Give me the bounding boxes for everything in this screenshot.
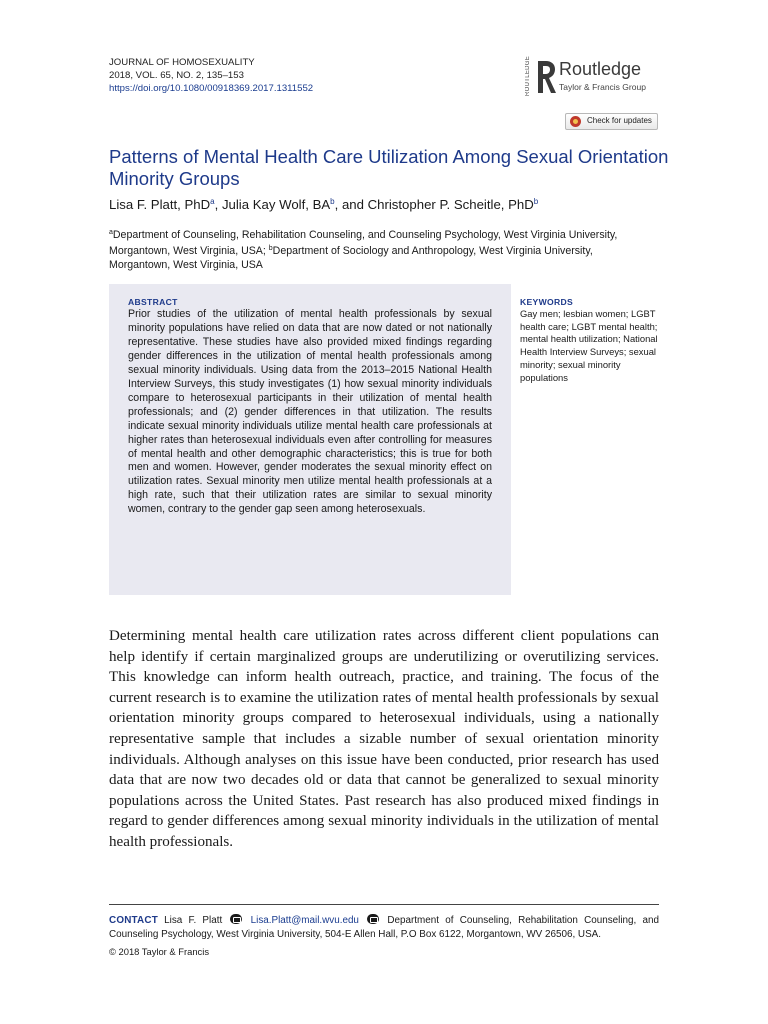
author-affiliation-mark[interactable]: b	[330, 197, 335, 206]
check-for-updates-label: Check for updates	[587, 116, 652, 125]
journal-name: JOURNAL OF HOMOSEXUALITY	[109, 57, 255, 68]
affiliation-mark: a	[109, 229, 113, 236]
publisher-vertical-label: ROUTLEDGE	[525, 55, 531, 96]
author-list: Lisa F. Platt, PhD$^a$, Julia Kay Wolf, $BA^b$, and Christopher P. Scheitle, PhD$^b$	[109, 197, 539, 212]
author-name: Christopher P. Scheitle, PhD	[367, 197, 534, 212]
body-paragraph: Determining mental health care utilization rates across different client populations can help identify if certain marginalized groups are underutilizing or overutilizing services. This knowledge can inform health outreach, practice, and training. The focus of the current research is to examine the utilization rates of mental health professionals by sexual orientation minority groups compared to heterosexual individuals, using a nationally representative sample that includes a sizable number of sexual orientation minority individuals. Although analyses on this issue have been conducted, prior research has used data that are now two decades old or data that cannot be generalized to sexual minority populations across the United States. Past research has also produced mixed findings in regard to gender differences among sexual minority individuals in the utilization of mental health professionals.	[109, 628, 659, 850]
crossmark-icon	[570, 116, 581, 127]
article-title: Patterns of Mental Health Care Utilization Among Sexual Orientation Minority Groups	[109, 146, 669, 189]
routledge-r-icon	[535, 59, 557, 95]
address-icon	[367, 914, 379, 924]
abstract-heading: ABSTRACT	[128, 297, 178, 307]
contact-name: Lisa F. Platt	[164, 915, 223, 926]
abstract-box	[109, 284, 511, 595]
author-affiliation-mark[interactable]: a	[210, 197, 215, 206]
copyright: © 2018 Taylor & Francis	[109, 946, 210, 957]
keywords-text: Gay men; lesbian women; LGBT health care; LGBT mental health; mental health utilization; National Health Interview Surveys; sexual minority; sexual minority populations	[520, 308, 658, 383]
contact-email-link[interactable]: Lisa.Platt@mail.wvu.edu	[250, 915, 359, 926]
keywords-heading: KEYWORDS	[520, 297, 574, 307]
abstract-text: Prior studies of the utilization of mental health professionals by sexual minority populations have relied on data that are now dated or not nationally representative. These studies have also provided mixed findings regarding gender differences in the utilization of mental health professionals among sexual minority individuals. Using data from the 2013–2015 National Health Interview Surveys, this study investigates (1) how sexual minority individuals compare to heterosexual participants in their utilization of mental health professionals; and (2) gender differences in that utilization. The results indicate sexual minority individuals utilize mental health care professionals at higher rates than heterosexual individuals even after controlling for measures of mental health and other demographic characteristics; this is true for both men and women. However, gender moderates the sexual minority effect on utilization rates. Sexual minority men utilize mental health professionals at a high rate, such that their utilization rates are similar to sexual minority women, contrary to the gender gap seen among heterosexuals.	[128, 308, 492, 516]
author-name: Julia Kay Wolf, BA	[221, 197, 331, 212]
publisher-logo[interactable]	[525, 55, 665, 98]
contact-address: Department of Counseling, Rehabilitation Counseling, and Counseling Psychology, West Virginia University, 504-E Allen Hall, P.O Box 6122, Morgantown, WV 26506, USA.	[109, 915, 659, 941]
doi-link[interactable]: https://doi.org/10.1080/00918369.2017.1311552	[109, 83, 314, 94]
author-name: Lisa F. Platt, PhD	[109, 197, 211, 212]
affiliation-text: Department of Counseling, Rehabilitation Counseling, and Counseling Psychology, West Virginia University, Morgantown, West Virginia, USA;	[109, 229, 618, 257]
publisher-name: Routledge	[559, 59, 642, 79]
contact-footnote	[109, 914, 659, 943]
check-for-updates-button[interactable]	[565, 113, 658, 130]
affiliation-mark: b	[268, 245, 273, 252]
keywords-section	[520, 297, 660, 384]
contact-label: CONTACT	[109, 915, 158, 926]
journal-header	[109, 56, 313, 95]
affiliation-text: Department of Sociology and Anthropology, West Virginia University, Morgantown, West Virginia, USA	[109, 245, 593, 271]
author-affiliation-mark[interactable]: b	[533, 197, 539, 206]
affiliations	[109, 226, 649, 272]
publisher-subtitle: Taylor & Francis Group	[559, 82, 646, 92]
volume-info: 2018, VOL. 65, NO. 2, 135–153	[109, 70, 244, 81]
email-icon	[230, 914, 242, 924]
footer-divider	[109, 904, 659, 905]
